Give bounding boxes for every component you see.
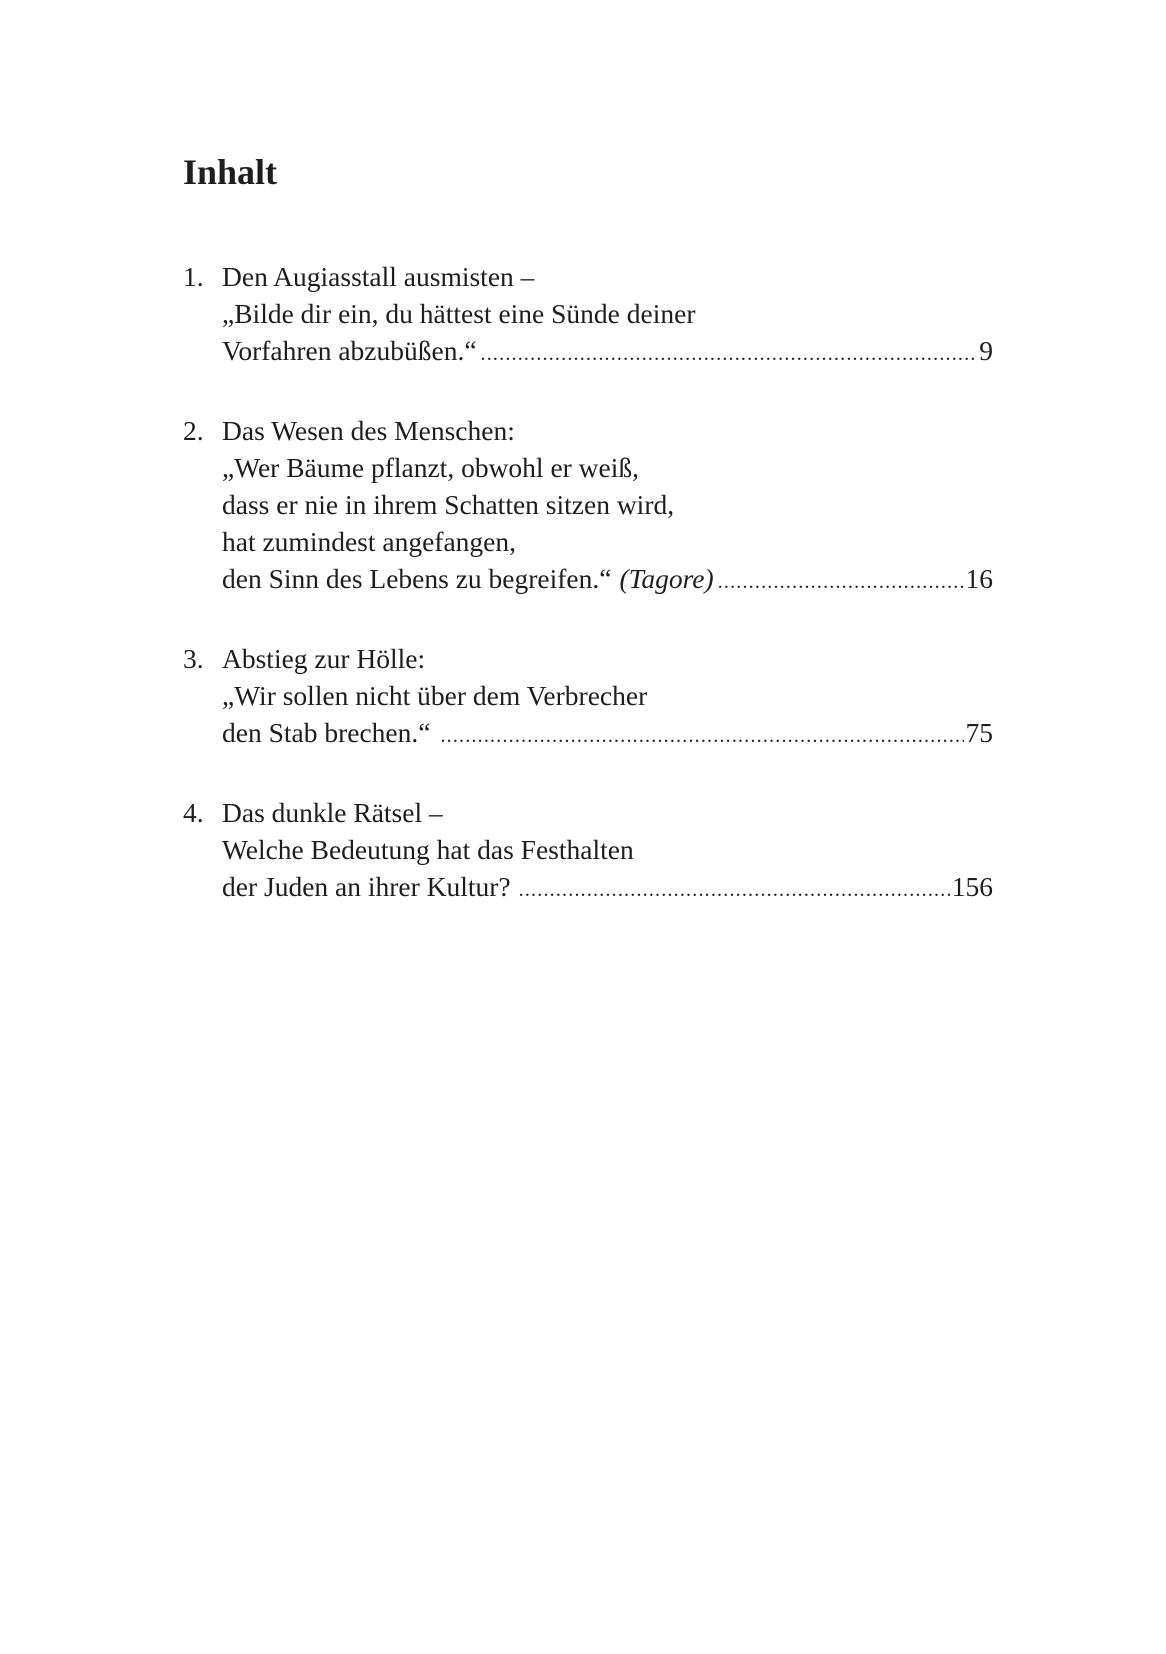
entry-number: 3.: [183, 643, 204, 674]
entry-title: Den Augiasstall ausmisten –: [222, 261, 535, 292]
entry-number: 1.: [183, 261, 204, 292]
toc-entry-line: [183, 677, 993, 714]
entry-subtitle: dass er nie in ihrem Schatten sitzen wird,: [222, 489, 675, 520]
toc-entry-line: [183, 412, 993, 449]
entry-subtitle-end: den Sinn des Lebens zu begreifen.“: [222, 563, 612, 594]
toc-entry-last-line: [183, 332, 993, 369]
page-number: 75: [965, 717, 993, 748]
page-title: Inhalt: [183, 152, 278, 192]
toc-entry-line: [183, 258, 993, 295]
toc-entry-line: [183, 640, 993, 677]
toc-entry-line: [183, 831, 993, 868]
toc-entry-line: [183, 295, 993, 332]
dot-leader: [718, 564, 964, 601]
toc-entry-2[interactable]: [183, 412, 993, 597]
dot-leader: [481, 336, 978, 373]
entry-number: 4.: [183, 797, 204, 828]
entry-title: Das Wesen des Menschen:: [222, 415, 515, 446]
entry-subtitle-end: den Stab brechen.“: [222, 717, 431, 748]
dot-leader: [440, 718, 963, 755]
page-number: 16: [965, 563, 993, 594]
toc-entry-line: [183, 523, 993, 560]
entry-attribution: (Tagore): [619, 563, 714, 594]
toc-entry-4[interactable]: [183, 794, 993, 905]
entry-subtitle: hat zumindest angefangen,: [222, 526, 516, 557]
page-number: 156: [951, 871, 993, 902]
toc-entry-last-line: [183, 868, 993, 905]
toc-entry-3[interactable]: [183, 640, 993, 751]
entry-subtitle: „Wir sollen nicht über dem Verbrecher: [222, 680, 648, 711]
entry-number: 2.: [183, 415, 204, 446]
entry-title: Abstieg zur Hölle:: [222, 643, 426, 674]
dot-leader: [519, 872, 950, 909]
toc-entry-line: [183, 794, 993, 831]
entry-subtitle: „Wer Bäume pflanzt, obwohl er weiß,: [222, 452, 640, 483]
entry-title: Das dunkle Rätsel –: [222, 797, 443, 828]
toc-entry-1[interactable]: [183, 258, 993, 369]
toc-entry-last-line: [183, 560, 993, 597]
page-number: 9: [979, 335, 993, 366]
entry-subtitle-end: Vorfahren abzubüßen.“: [222, 335, 477, 366]
entry-subtitle-end: der Juden an ihrer Kultur?: [222, 871, 511, 902]
toc-entry-line: [183, 486, 993, 523]
table-of-contents: [183, 258, 993, 948]
toc-entry-line: [183, 449, 993, 486]
entry-subtitle: Welche Bedeutung hat das Festhalten: [222, 834, 634, 865]
entry-subtitle: „Bilde dir ein, du hättest eine Sünde deiner: [222, 298, 696, 329]
toc-entry-last-line: [183, 714, 993, 751]
